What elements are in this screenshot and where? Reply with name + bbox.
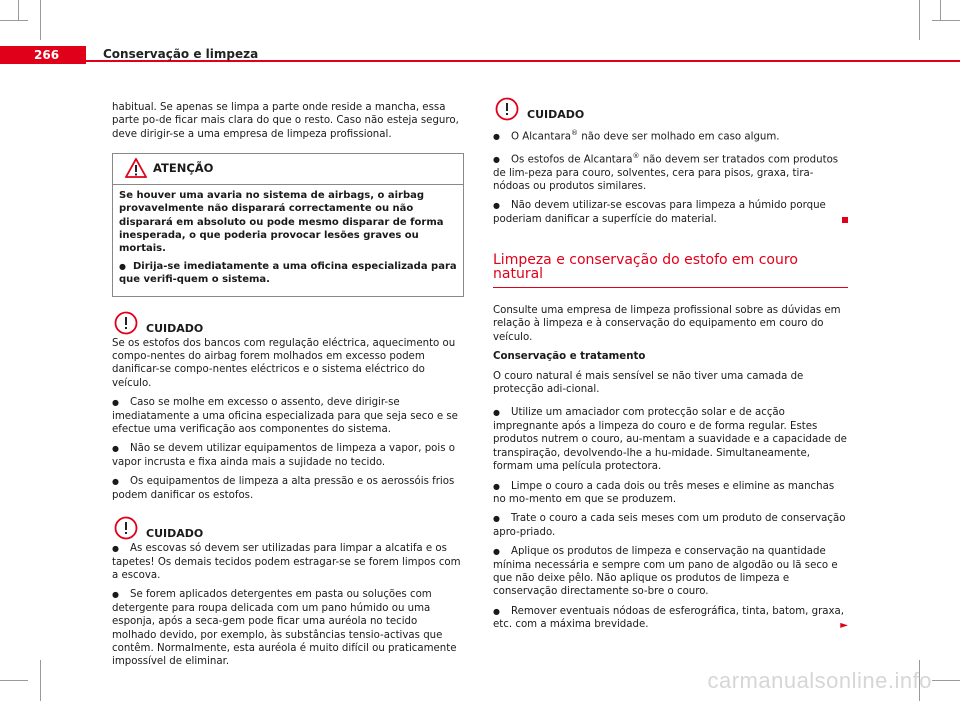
- bullet-marker: ●: [112, 477, 119, 487]
- registered-mark: ®: [571, 129, 579, 137]
- registered-mark: ®: [632, 151, 640, 160]
- crop-mark: [940, 0, 941, 20]
- caution-1-bullet-text: Caso se molhe em excesso o assento, deve dirigir-se imediatamente a uma oficina especializada para que seja seco e se efectue uma verificação aos componentes do sistema.: [112, 397, 458, 436]
- crop-mark: [18, 0, 19, 20]
- bullet-marker: ●: [112, 544, 119, 554]
- care-bullet-text: Aplique os produtos de limpeza e conservação na quantidade mínima necessária e sempre com um pano de algodão ou lã seco e que não deixe pêlo. Não aplique os produtos de limpeza e conservação directamente so-bre o couro.: [493, 546, 838, 598]
- chapter-title: Conservação e limpeza: [103, 47, 259, 61]
- bullet-marker: ●: [493, 408, 500, 418]
- caution-1-text: Se os estofos dos bancos com regulação eléctrica, aquecimento ou compo-nentes do airbag forem molhados em excesso podem danificar-se compo-nentes eléctricos e o sistema eléctrico do veículo.: [112, 337, 456, 389]
- warning-bullet: [119, 260, 457, 286]
- care-bullet: [493, 406, 848, 473]
- warning-bullet-text: Dirija-se imediatamente a uma oficina especializada para que verifi-quem o sistema.: [119, 261, 457, 286]
- section-intro: Consulte uma empresa de limpeza profissional sobre as dúvidas em relação à limpeza e à conservação do equipamento em couro do veículo.: [493, 305, 841, 343]
- caution-3-bullet: [493, 199, 848, 226]
- right-column: [493, 97, 848, 638]
- warning-title: ATENÇÃO: [153, 161, 214, 176]
- caution-1-bullet: [112, 442, 464, 469]
- bullet-marker: ●: [493, 155, 500, 165]
- crop-mark: [919, 0, 920, 40]
- bullet-marker: ●: [493, 606, 500, 616]
- warning-header: [113, 154, 463, 185]
- care-bullet: [493, 545, 848, 599]
- care-bullet-text: Remover eventuais nódoas de esferográfica, tinta, batom, graxa, etc. com a máxima brevidade.: [493, 605, 845, 631]
- caution-title-1: CUIDADO: [146, 321, 204, 335]
- subheading-text: O couro natural é mais sensível se não tiver uma camada de protecção adi-cional.: [493, 370, 804, 396]
- warning-box: [112, 153, 464, 296]
- caution-2-bullet-text: Se forem aplicados detergentes em pasta ou soluções com detergente para roupa delicada com um pano húmido ou uma esponja, após a seca-gem pode ficar uma auréola no tecido molhado devido, por exemplo, às substâncias tensio-activas que contêm. Normalmente, esta auréola é muito difícil ou praticamente impossível de eliminar.: [112, 589, 457, 668]
- caution-title-2: CUIDADO: [146, 527, 204, 541]
- subheading: Conservação e tratamento: [493, 351, 646, 363]
- warning-text: Se houver uma avaria no sistema de airbags, o airbag provavelmente não disparará correctamente ou não disparará em absoluto ou pode mesmo disparar de forma inesperada, o que poderia provocar lesões graves ou mortais.: [119, 190, 444, 255]
- caution-2-bullet: [112, 542, 464, 582]
- caution-1-bullet: [112, 396, 464, 436]
- caution-circle-icon: [495, 97, 519, 121]
- section-end-marker: [842, 217, 848, 223]
- caution-header-1: [112, 311, 464, 337]
- caution-2-bullet: [112, 588, 464, 668]
- care-bullet: [493, 605, 848, 632]
- caution-1-bullet: [112, 475, 464, 502]
- left-column: [112, 101, 464, 675]
- bullet-marker: ●: [493, 514, 500, 524]
- caution-3-bullet-text-b: não deve ser molhado em caso algum.: [578, 131, 780, 143]
- crop-mark: [932, 680, 960, 681]
- bullet-marker: ●: [493, 201, 500, 211]
- caution-3-bullet: [493, 150, 848, 194]
- care-bullet-text: Limpe o couro a cada dois ou três meses e elimine as manchas no mo-mento em que se produzem.: [493, 480, 835, 505]
- caution-circle-icon: [114, 516, 138, 540]
- crop-mark: [40, 660, 41, 701]
- bullet-marker: ●: [112, 444, 119, 454]
- care-bullet: [493, 480, 848, 507]
- caution-header-2: [112, 516, 464, 542]
- caution-3-bullet-text: Não devem utilizar-se escovas para limpeza a húmido porque poderiam danificar a superfície do material.: [493, 200, 826, 225]
- bullet-marker: ●: [493, 481, 500, 491]
- caution-2-bullet-text: As escovas só devem ser utilizadas para limpar a alcatifa e os tapetes! Os demais tecidos podem estragar-se se forem limpos com a escova.: [112, 543, 461, 581]
- caution-header-3: [493, 97, 848, 123]
- crop-mark: [0, 20, 28, 21]
- intro-paragraph: habitual. Se apenas se limpa a parte onde reside a mancha, essa parte po-de ficar mais clara do que o resto. Caso não esteja seguro, deve dirigir-se a uma empresa de limpeza profissional.: [112, 102, 459, 140]
- care-bullet-text: Utilize um amaciador com protecção solar e de acção impregnante após a limpeza do couro e de forma regular. Estes produtos nutrem o couro, au-mentam a suavidade e a capacidade de transpiração, devolvendo-lhe a hu-midade. Simultaneamente, formam uma película protectora.: [493, 407, 847, 473]
- crop-mark: [932, 20, 960, 21]
- warning-triangle-icon: [125, 158, 147, 178]
- warning-body: [113, 185, 463, 295]
- bullet-marker: ●: [112, 398, 119, 408]
- caution-1-bullet-text: Os equipamentos de limpeza a alta pressão e os aerossóis frios podem danificar os estofos.: [112, 476, 455, 501]
- section-title: Limpeza e conservação do estofo em couro natural: [493, 254, 848, 288]
- caution-3-bullet: [493, 127, 848, 144]
- crop-mark: [40, 0, 41, 40]
- caution-3-bullet-text-a: O Alcantara: [511, 131, 572, 143]
- bullet-marker: ●: [112, 590, 119, 600]
- bullet-marker: ●: [119, 262, 126, 272]
- caution-title-3: CUIDADO: [527, 108, 585, 121]
- caution-3-bullet-text-b: não devem ser tratados com produtos de lim-peza para couro, solventes, cera para pisos, graxa, tira-nódoas ou produtos similares.: [493, 154, 839, 192]
- care-bullet-text: Trate o couro a cada seis meses com um produto de conservação apro-priado.: [493, 513, 846, 538]
- page-number: 266: [0, 46, 86, 64]
- continue-arrow-icon: ►: [840, 620, 848, 632]
- bullet-marker: ●: [493, 132, 500, 142]
- watermark: carmanualsonline.info: [707, 668, 932, 693]
- caution-circle-icon: [114, 311, 138, 335]
- caution-3-bullet-text-a: Os estofos de Alcantara: [511, 154, 633, 166]
- bullet-marker: ●: [493, 547, 500, 557]
- care-bullet: [493, 512, 848, 539]
- crop-mark: [0, 680, 28, 681]
- caution-1-bullet-text: Não se devem utilizar equipamentos de limpeza a vapor, pois o vapor incrusta e fixa ainda mais a sujidade no tecido.: [112, 443, 456, 468]
